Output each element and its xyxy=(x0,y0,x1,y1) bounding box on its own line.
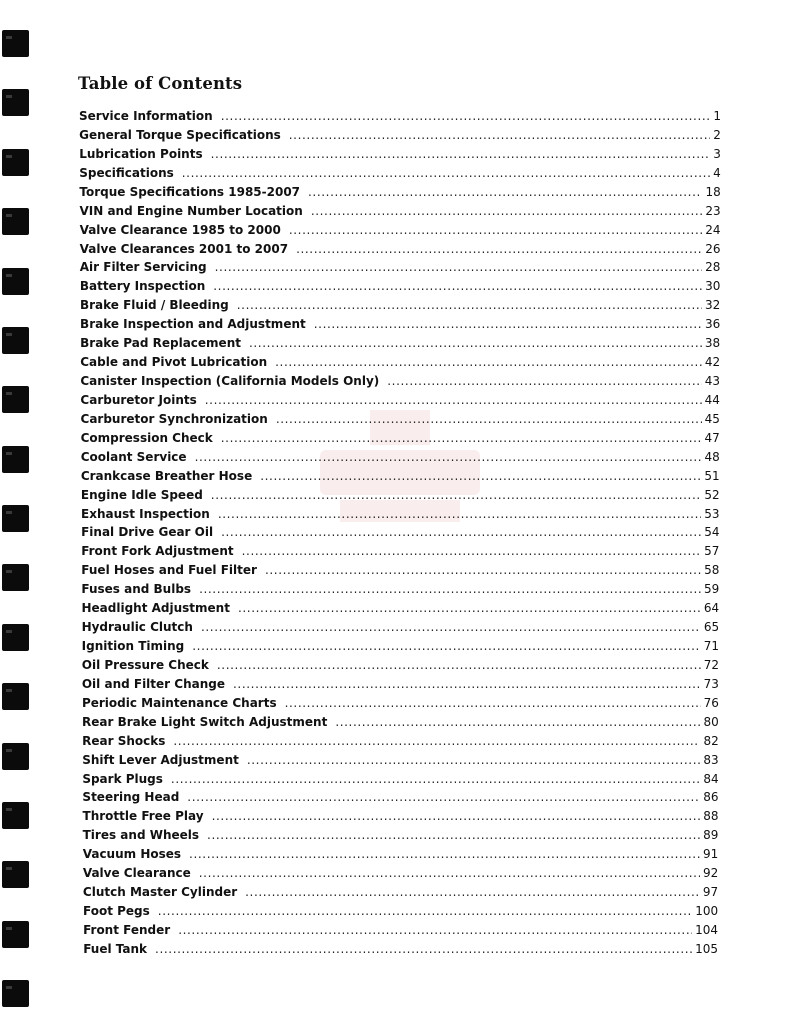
toc-entry[interactable] xyxy=(82,638,719,655)
toc-entry-title: Cable and Pivot Lubrication xyxy=(80,355,268,370)
page-title: Table of Contents xyxy=(78,74,243,93)
toc-entry-page: 38 xyxy=(704,336,721,351)
toc-entry-page: 36 xyxy=(704,317,721,332)
toc-entry[interactable] xyxy=(83,808,719,825)
toc-dot-leader xyxy=(192,638,701,655)
toc-entry-title: Valve Clearances 2001 to 2007 xyxy=(79,241,289,256)
toc-dot-leader xyxy=(276,411,702,428)
toc-entry[interactable] xyxy=(82,619,720,636)
toc-entry-page: 83 xyxy=(703,752,719,767)
toc-dot-leader xyxy=(195,449,702,466)
toc-entry-page: 47 xyxy=(704,430,720,445)
toc-entry-page: 59 xyxy=(704,582,720,597)
toc-dot-leader xyxy=(242,543,702,560)
toc-dot-leader xyxy=(387,373,702,390)
toc-dot-leader xyxy=(173,733,700,750)
toc-entry-page: 76 xyxy=(703,695,719,710)
toc-entry[interactable] xyxy=(81,449,720,466)
toc-entry-page: 30 xyxy=(705,279,721,294)
toc-entry-page: 105 xyxy=(695,941,718,956)
toc-dot-leader xyxy=(265,562,701,579)
toc-dot-leader xyxy=(158,903,692,920)
toc-dot-leader xyxy=(296,241,702,258)
toc-entry-title: Service Information xyxy=(79,109,213,123)
toc-entry-page: 24 xyxy=(705,222,721,237)
toc-dot-leader xyxy=(212,808,701,825)
toc-entry-title: Clutch Master Cylinder xyxy=(82,885,238,900)
toc-entry-page: 48 xyxy=(704,449,720,464)
toc-entry-title: Carburetor Synchronization xyxy=(80,411,268,426)
toc-entry-title: Ignition Timing xyxy=(81,639,185,654)
toc-entry-page: 57 xyxy=(704,544,720,559)
toc-entry-title: Front Fork Adjustment xyxy=(81,544,234,559)
toc-dot-leader xyxy=(247,752,701,769)
toc-entry-page: 89 xyxy=(703,828,719,843)
toc-dot-leader xyxy=(249,335,702,352)
toc-entry[interactable] xyxy=(79,127,721,144)
toc-entry[interactable] xyxy=(83,846,719,863)
toc-entry-page: 44 xyxy=(704,392,720,407)
toc-dot-leader xyxy=(237,297,702,314)
toc-entry-title: Specifications xyxy=(79,165,174,180)
toc-entry-page: 58 xyxy=(704,563,720,578)
toc-entry-page: 3 xyxy=(713,146,721,161)
toc-entry[interactable] xyxy=(80,278,721,295)
toc-entry-title: Tires and Wheels xyxy=(82,828,200,843)
toc-dot-leader xyxy=(221,524,701,541)
toc-entry[interactable] xyxy=(82,695,719,712)
toc-entry-page: 43 xyxy=(704,374,721,389)
toc-entry[interactable] xyxy=(79,165,721,182)
toc-entry-title: Lubrication Points xyxy=(79,146,203,161)
toc-entry-title: Crankcase Breather Hose xyxy=(80,468,253,483)
toc-entry-page: 1 xyxy=(713,109,721,123)
toc-entry-title: Exhaust Inspection xyxy=(81,506,210,521)
toc-dot-leader xyxy=(171,771,700,788)
toc-entry-title: Periodic Maintenance Charts xyxy=(81,695,277,710)
toc-entry[interactable] xyxy=(80,241,721,258)
toc-entry[interactable] xyxy=(80,316,720,333)
toc-dot-leader xyxy=(314,316,702,333)
toc-dot-leader xyxy=(189,846,700,863)
toc-entry-page: 80 xyxy=(703,714,719,729)
toc-entry-page: 4 xyxy=(713,165,721,180)
toc-entry-title: Compression Check xyxy=(80,430,213,445)
toc-entry[interactable] xyxy=(82,752,718,769)
toc-entry-page: 28 xyxy=(705,260,721,275)
toc-entry-title: Torque Specifications 1985-2007 xyxy=(79,184,301,199)
toc-entry[interactable] xyxy=(81,468,720,485)
toc-entry[interactable] xyxy=(83,903,718,920)
toc-entry-page: 2 xyxy=(713,127,721,142)
toc-entry[interactable] xyxy=(82,789,718,806)
toc-dot-leader xyxy=(187,789,700,806)
toc-entry-title: Shift Lever Adjustment xyxy=(82,752,239,767)
toc-entry-page: 72 xyxy=(703,657,720,672)
toc-entry-page: 54 xyxy=(704,525,720,540)
toc-entry[interactable] xyxy=(83,884,718,901)
toc-entry-page: 71 xyxy=(703,639,720,654)
toc-entry[interactable] xyxy=(82,771,718,788)
toc-entry-title: Hydraulic Clutch xyxy=(81,620,193,635)
toc-entry-page: 100 xyxy=(695,904,719,919)
toc-dot-leader xyxy=(311,203,703,220)
toc-entry-page: 84 xyxy=(703,771,719,786)
toc-entry-page: 32 xyxy=(705,298,721,313)
toc-entry[interactable] xyxy=(81,581,719,598)
toc-entry[interactable] xyxy=(81,543,719,560)
toc-entry[interactable] xyxy=(81,506,720,523)
toc-dot-leader xyxy=(233,676,701,693)
toc-entry[interactable] xyxy=(83,941,718,958)
toc-entry-title: Throttle Free Play xyxy=(82,809,204,824)
toc-dot-leader xyxy=(221,430,702,447)
toc-entry-page: 82 xyxy=(703,733,719,748)
toc-entry-page: 53 xyxy=(704,506,720,521)
toc-entry[interactable] xyxy=(79,108,721,125)
toc-entry[interactable] xyxy=(81,562,719,579)
toc-entry-page: 97 xyxy=(702,885,719,900)
toc-entry-title: Final Drive Gear Oil xyxy=(81,525,214,540)
toc-entry-page: 65 xyxy=(703,620,720,635)
toc-dot-leader xyxy=(275,354,702,371)
toc-entry[interactable] xyxy=(81,524,719,541)
toc-entry-page: 88 xyxy=(703,809,719,824)
toc-dot-leader xyxy=(221,108,711,125)
toc-dot-leader xyxy=(178,922,692,939)
toc-entry-page: 91 xyxy=(703,847,719,862)
toc-entry-title: Rear Shocks xyxy=(82,733,166,748)
toc-entry-title: Front Fender xyxy=(83,922,171,937)
toc-dot-leader xyxy=(155,941,692,958)
toc-entry-title: Rear Brake Light Switch Adjustment xyxy=(82,714,328,729)
toc-entry-page: 45 xyxy=(704,411,720,426)
toc-dot-leader xyxy=(217,657,701,674)
toc-dot-leader xyxy=(199,865,700,882)
toc-dot-leader xyxy=(289,127,711,144)
toc-entry-page: 64 xyxy=(703,601,720,616)
toc-dot-leader xyxy=(207,827,700,844)
toc-entry[interactable] xyxy=(79,184,720,201)
toc-entry[interactable] xyxy=(80,297,720,314)
toc-entry-page: 18 xyxy=(705,184,721,199)
toc-entry-title: Coolant Service xyxy=(80,449,187,464)
toc-entry[interactable] xyxy=(80,373,720,390)
toc-dot-leader xyxy=(308,184,702,201)
toc-dot-leader xyxy=(289,222,702,239)
toc-entry-page: 23 xyxy=(705,203,721,218)
toc-entry[interactable] xyxy=(83,827,719,844)
toc-entry-title: Spark Plugs xyxy=(82,771,163,786)
toc-entry[interactable] xyxy=(83,865,718,882)
toc-dot-leader xyxy=(213,278,702,295)
toc-entry-page: 92 xyxy=(702,866,719,881)
toc-entry-title: Brake Fluid / Bleeding xyxy=(79,298,229,313)
toc-entry-title: Oil and Filter Change xyxy=(81,676,225,691)
toc-entry[interactable] xyxy=(82,714,719,731)
toc-dot-leader xyxy=(215,259,703,276)
toc-dot-leader xyxy=(199,581,701,598)
toc-entry-page: 104 xyxy=(695,922,719,937)
toc-entry[interactable] xyxy=(80,222,721,239)
toc-dot-leader xyxy=(218,506,701,523)
toc-entry[interactable] xyxy=(81,600,719,617)
toc-entry-page: 26 xyxy=(705,241,721,256)
toc-dot-leader xyxy=(211,487,702,504)
toc-entry-title: Valve Clearance 1985 to 2000 xyxy=(79,222,281,237)
toc-entry-title: Engine Idle Speed xyxy=(80,487,203,502)
toc-entry-title: Foot Pegs xyxy=(83,904,150,919)
toc-entry-title: Carburetor Joints xyxy=(80,392,197,407)
toc-dot-leader xyxy=(245,884,700,901)
toc-dot-leader xyxy=(260,468,701,485)
toc-entry[interactable] xyxy=(79,146,721,163)
toc-dot-leader xyxy=(285,695,701,712)
toc-entry[interactable] xyxy=(80,392,720,409)
toc-entry-title: Canister Inspection (California Models Only) xyxy=(80,374,380,389)
toc-entry-title: Battery Inspection xyxy=(79,279,206,294)
toc-entry-title: Vacuum Hoses xyxy=(82,847,182,862)
toc-entry[interactable] xyxy=(80,259,721,276)
toc-entry-title: Air Filter Servicing xyxy=(79,260,207,275)
toc-dot-leader xyxy=(201,619,701,636)
toc-entry[interactable] xyxy=(83,922,718,939)
toc-entry-page: 51 xyxy=(704,468,720,483)
toc-dot-leader xyxy=(205,392,702,409)
toc-entry-title: Brake Pad Replacement xyxy=(80,336,241,351)
toc-entry-title: Fuses and Bulbs xyxy=(81,582,192,597)
toc-entry-title: VIN and Engine Number Location xyxy=(79,203,303,218)
toc-entry-title: Valve Clearance xyxy=(82,866,191,881)
toc-entry[interactable] xyxy=(82,733,719,750)
toc-entry-page: 73 xyxy=(703,676,719,691)
toc-entry-title: Fuel Tank xyxy=(83,941,148,956)
toc-entry[interactable] xyxy=(80,354,720,371)
toc-entry-page: 86 xyxy=(703,790,719,805)
toc-entry-title: Headlight Adjustment xyxy=(81,601,230,616)
toc-entry[interactable] xyxy=(80,335,720,352)
toc-entry-title: Oil Pressure Check xyxy=(81,657,209,672)
toc-entry[interactable] xyxy=(79,203,720,220)
toc-dot-leader xyxy=(238,600,701,617)
toc-entry-title: Brake Inspection and Adjustment xyxy=(80,317,306,332)
toc-entry-title: Fuel Hoses and Fuel Filter xyxy=(81,563,257,578)
toc-dot-leader xyxy=(182,165,710,182)
toc-entry[interactable] xyxy=(82,657,719,674)
toc-dot-leader xyxy=(335,714,700,731)
toc-dot-leader xyxy=(211,146,711,163)
toc-entry-page: 42 xyxy=(704,355,721,370)
toc-entry[interactable] xyxy=(81,430,720,447)
toc-entry-page: 52 xyxy=(704,487,720,502)
toc-entry[interactable] xyxy=(82,676,719,693)
toc-entry[interactable] xyxy=(81,487,720,504)
toc-entry-title: General Torque Specifications xyxy=(79,127,281,142)
toc-entry[interactable] xyxy=(81,411,720,428)
toc-entry-title: Steering Head xyxy=(82,790,180,805)
